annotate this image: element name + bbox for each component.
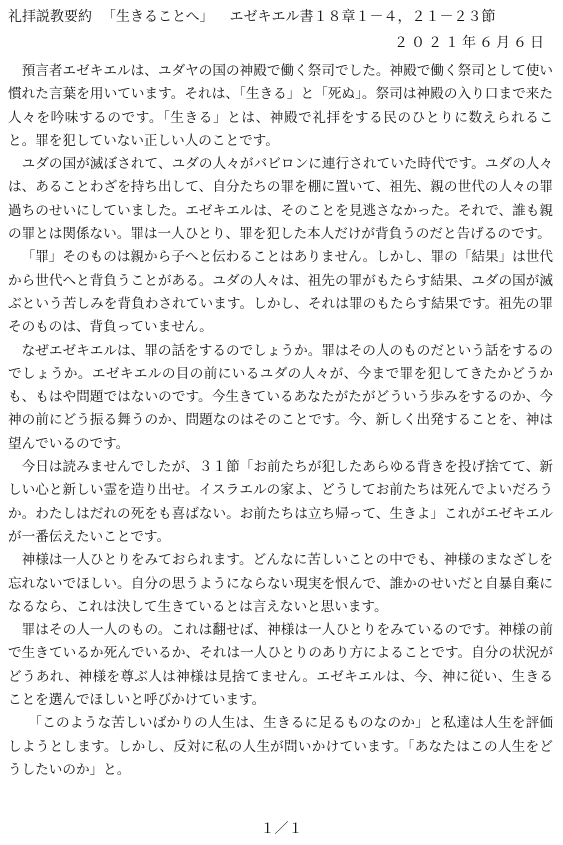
paragraph: ユダの国が滅ぼされて、ユダの人々がバビロンに連行されていた時代です。ユダの人々は、あることわざを持ち出して、自分たちの罪を棚に置いて、祖先、親の世代の人々の罪過ちのせいにしていました。エゼキエルは、そのことを見逃さなかった。それで、誰も親の罪とは関係ない。罪は一人ひとり、罪を犯した本人だけが背負うのだと告げるのです。: [8, 156, 553, 243]
document-type-label: 礼拝説教要約: [8, 9, 92, 25]
sermon-header: [8, 8, 495, 26]
paragraph: なぜエゼキエルは、罪の話をするのでしょうか。罪はその人のものだという話をするのでしょうか。エゼキエルの目の前にいるユダの人々が、今まで罪を犯してきたかどうかも、もはや問題ではないのです。今生きているあなたがたがどういう歩みをするのか、今神の前にどう振る舞うのか、問題なのはそのことです。今、新しく出発することを、神は望んでいるのです。: [8, 342, 553, 452]
paragraph: 「このような苦しいばかりの人生は、生きるに足るものなのか」と私達は人生を評価しようとします。しかし、反対に私の人生が問いかけています。「あなたはこの人生をどうしたいのか」と。: [8, 715, 553, 778]
paragraph: 罪はその人一人のもの。これは翻せば、神様は一人ひとりをみているのです。神様の前で生きているか死んでいるか、それは一人ひとりのあり方によることです。自分の状況がどうあれ、神様を尊ぶ人は神様は見捨てません。エゼキエルは、今、神に従い、生きることを選んでほしいと呼びかけています。: [8, 622, 553, 709]
page-number: １／１: [260, 821, 303, 837]
sermon-title: 「生きることへ」: [102, 9, 214, 25]
sermon-date: ２０２１年６月６日: [394, 35, 547, 51]
paragraph: 「罪」そのものは親から子へと伝わることはありません。しかし、罪の「結果」は世代から世代へと背負うことがある。ユダの人々は、祖先の罪がもたらす結果、ユダの国が滅ぶという苦しみを背負わされています。しかし、それは罪のもたらす結果です。祖先の罪そのものは、背負っていません。: [8, 249, 553, 336]
paragraph: 預言者エゼキエルは、ユダヤの国の神殿で働く祭司でした。神殿で働く祭司として使い慣れた言葉を用いています。それは、「生きる」と「死ぬ」。祭司は神殿の入り口まで来た人々を吟味するのです。「生きる」とは、神殿で礼拝をする民のひとりに数えられること。罪を犯していない正しい人のことです。: [8, 63, 553, 149]
paragraph: 今日は読みませんでしたが、３１節「お前たちが犯したあらゆる背きを投げ捨てて、新しい心と新しい霊を造り出せ。イスラエルの家よ、どうしてお前たちは死んでよいだろうか。わたしはだれの死をも喜ばない。お前たちは立ち帰って、生きよ」これがエゼキエルが一番伝えたいことです。: [8, 459, 553, 545]
scripture-reference: エゼキエル書１８章１－４，２１－２３節: [229, 9, 496, 25]
sermon-body: [8, 60, 553, 782]
paragraph: 神様は一人ひとりをみておられます。どんなに苦しいことの中でも、神様のまなざしを忘れないでほしい。自分の思うようにならない現実を恨んで、誰かのせいだと自暴自棄になるなら、これは決して生きているとは言えないと思います。: [8, 552, 553, 615]
